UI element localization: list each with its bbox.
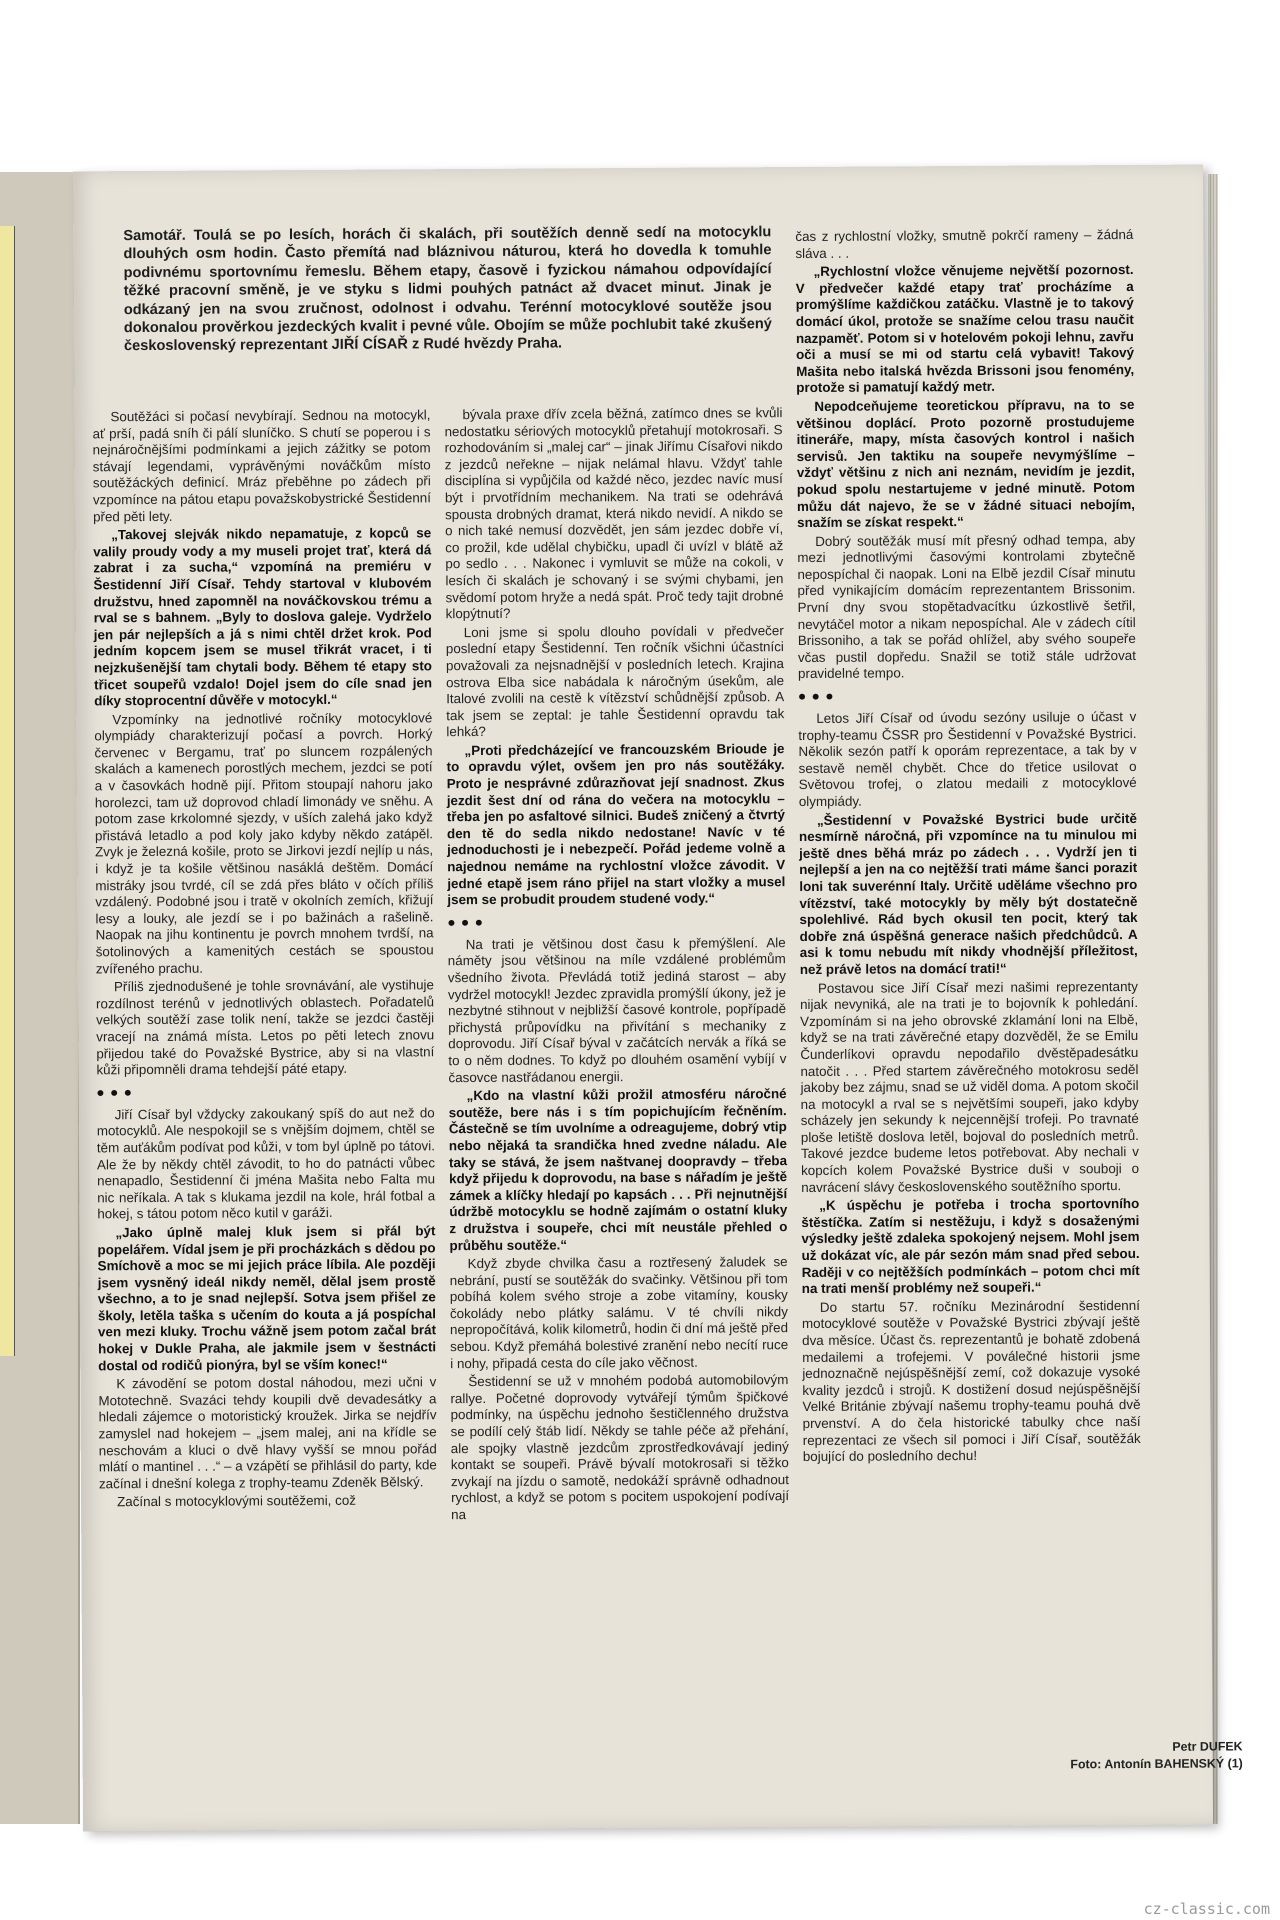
article-credits bbox=[903, 1738, 1243, 1774]
article-paragraph: „Rychlostní vložce věnujeme největší pozornost. V předvečer každé etapy trať procházíme a promýšlíme každičkou zatáčku. Vlastně je to takový domácí úkol, protože se snažíme celou trasu naučit nazpaměť. Potom si v hotelovém pokoji lehnu, zavřu oči a musí se mi od startu celá vybavit! Takový Mašita nebo italská hvězda Brissoni jsou fenomény, protože si pamatují každý metr. bbox=[795, 262, 1135, 396]
section-divider: ••• bbox=[798, 683, 840, 710]
article-paragraph: Dobrý soutěžák musí mít přesný odhad tempa, aby mezi jednotlivými časovými kontrolami zbytečně nepospíchal či naopak. Loni na Elbě jezdil Císař minutu před vynikajícím domácím reprezentantem Brissonim. První dny svou stopětadvacítku úzkostlivě šetřil, nevytáčel motor a nikam nepospíchal. Ale v zádech cítil Brissoniho, a tak se pořád ohlížel, aby svého soupeře včas pustil dopředu. Snažil se totiž stále udržovat pravidelné tempo. bbox=[797, 531, 1136, 682]
article-paragraph: Na trati je většinou dost času k přemýšlení. Ale náměty jsou většinou na míle vzdálené problémům všedního života. Převládá totiž jediná starost – aby vydržel motocykl! Jezdec zpravidla promýšlí úkony, jež je nezbytné stihnout v nejbližší časové kontrole, popřípadě přichystá průpovídku na přivítání s mechaniky z doprovodu. Jiří Císař býval v začátcích nervák a říká se to o něm dodnes. To když po dlouhém osamění vybíjí v časovce nastřádanou energii. bbox=[447, 934, 787, 1085]
article-paragraph: „Šestidenní v Považské Bystrici bude určitě nesmírně náročná, při vzpomínce na tu minulou mi ještě dnes běhá mráz po zádech . . . Vydrží jen ti nejlepší a jen na co nejtěžší trati máme šanci porazit loni tak suverénní Italy. Určitě uděláme všechno pro vítězství, také motocykly by měly být dostatečně spolehlivé. Rád bych okusil ten pocit, který tak dobře zná úspěšná generace našich předchůdců. A asi k tomu nebudu mít nikdy vhodnější příležitost, než právě letos na domácí trati!“ bbox=[798, 810, 1138, 977]
article-paragraph: „Kdo na vlastní kůži prožil atmosféru náročné soutěže, bere nás i s tím popichujícím řečněním. Částečně se tím uvolníme a odreagujeme, dobrý vtip nebo nějaká ta srandička hned zvedne náladu. Ale taky se stává, že jsem naštvanej doopravdy – třeba když přijedu k doprovodu, na base s nářadím je ještě zámek a klíčky hledají po kapsách . . . Při nejnutnější údržbě motocyklu se hodně zajímám o ostatní kluky z družstva i soupeře, chci mít neustále přehled o průběhu soutěže.“ bbox=[448, 1086, 788, 1253]
article-paragraph: Soutěžáci si počasí nevybírají. Sednou na motocykl, ať prší, padá sníh či pálí sluníčko. S chutí se poperou i s nejnáročnějšími podmínkami a jejich zážitky se potom stávají legendami, vyprávěnými nováčkům místo soutěžáckých definicí. Mráz přeběhne po zádech při vzpomínce na pátou etapu považskobystrické Šestidenní před pěti lety. bbox=[92, 407, 431, 524]
article-paragraph: Do startu 57. ročníku Mezinárodní šestidenní motocyklové soutěže v Považské Bystrici zbývají ještě dva měsíce. Účast čs. reprezentantů je bohatě zdobená medailemi a trofejemi. V poválečné historii jsme jednoznačně nejúspěšnější zemí, což dokazuje vysoké kvality jezdců i strojů. K dostižení dosud nejúspěšnější Velké Británie zbývají našemu trophy-teamu pouhá dvě prvenství. A do čela historické tabulky chce naší reprezentaci ze všech sil pomoci i Jiří Císař, soutěžák bojující do posledního dechu! bbox=[801, 1297, 1141, 1465]
article-paragraph: „K úspěchu je potřeba i trocha sportovního štěstíčka. Zatím si nestěžuju, i když s dosaženými výsledky ještě zdaleka spokojený nejsem. Mohl jsem už dokázat víc, ale pár sezón mám snad před sebou. Raději v co nejtěžších podmínkách – potom chci mít na trati menší problémy než soupeři.“ bbox=[801, 1196, 1140, 1297]
previous-page-strip bbox=[0, 226, 15, 1356]
article-paragraph: Vzpomínky na jednotlivé ročníky motocyklové olympiády charakterizují počasí a povrch. Horký červenec v Bergamu, trať po sluncem rozpálených skalách a kamenech porostlých mechem, jezdci se potí a v časovkách hodně pijí. Přitom stoupají nahoru jako horolezci, tam už doprovod chladí limonády ve sněhu. A potom zase krkolomné sjezdy, v uších zalehá jako když přistává letadlo a pod koly jako kdyby někdo zatápěl. Zvyk je železná košile, proto se Jirkovi jezdí nejlíp u nás, i když je ta košile většinou nasáklá deštěm. Domácí mistráky jsou tvrdé, cíl se zdá přes bláto v očích příliš vzdálený. Podobné jsou i tratě v okolních zemích, křižují lesy a louky, ale jezdí se i po bažinách a rašelině. Naopak na jihu kontinentu je povrch mnohem tvrdší, na šotolinových a kamenitých cestách se spoustou zvířeného prachu. bbox=[94, 709, 434, 976]
article-paragraph: Začínal s motocyklovými soutěžemi, což bbox=[117, 1493, 356, 1510]
article-column-2 bbox=[444, 405, 789, 1526]
section-divider: ••• bbox=[447, 909, 489, 936]
article-paragraph: čas z rychlostní vložky, smutně pokrčí rameny – žádná sláva . . . bbox=[795, 226, 1134, 261]
article-paragraph: „Proti předcházející ve francouzském Brioude je to opravdu výlet, ovšem jen pro nás soutěžáky. Proto je nesprávné zdůrazňovat její snadnost. Zkus jezdit šest dní od rána do večera na motocyklu – třeba jen po asfaltové silnici. Budeš zničený a čtvrtý den tě do sedla nikdo nedostane! Navíc v té jednoduchosti je i nebezpečí. Pořád jedeme volně a najednou nemáme na rychlostní vložce závodit. V jedné etapě jsem ráno přijel na start vložky a musel jsem se probudit proudem studené vody.“ bbox=[446, 741, 786, 908]
article-paragraph: Loni jsme si spolu dlouho povídali v předvečer poslední etapy Šestidenní. Ten ročník všichni účastníci považovali za nejsnadnější v posledních letech. Krajina ostrova Elba sice nabádala k náročným úsekům, ale Italové zvolili na cestě k vítězství schůdnější způsob. A tak jsem se zeptal: je tahle Šestidenní opravdu tak lehká? bbox=[445, 622, 785, 740]
article-column-3 bbox=[795, 227, 1141, 1468]
author-byline: Petr DUFEK bbox=[1172, 1739, 1243, 1754]
photo-credit: Foto: Antonín BAHENSKÝ (1) bbox=[1070, 1756, 1243, 1772]
article-paragraph: Když zbyde chvilka času a roztřesený žaludek se nebrání, pustí se soutěžák do svačinky. Většinou při tom pobíhá kolem svého stroje a zobe vitamíny, kousky čokolády nebo plátky salámu. V té chvíli nikdy nepropočítává, kolik kilometrů, hodin či dní má ještě před sebou. Když přemáhá bolestivé zranění nebo necítí ruce i nohy, připadá cesta do cíle jako věčnost. bbox=[449, 1254, 789, 1371]
article-column-1 bbox=[92, 407, 437, 1513]
article-paragraph: Nepodceňujeme teoretickou přípravu, na to se většinou doplácí. Proto pozorně prostudujeme itineráře, mapy, místa časových kontrol i našich servisů. Jen taktiku na soupeře nevymýšlíme – vždyť většinu z nich ani neznám, nevidím je jezdit, pokud spolu nestartujeme v jedné minutě. Potom můžu dát najevo, že se v žádné situaci nebojím, snažím se získat respekt.“ bbox=[796, 396, 1136, 531]
article-intro: Samotář. Toulá se po lesích, horách či skalách, při soutěžích denně sedí na motocyklu dlouhých osm hodin. Často přemítá nad bláznivou náturou, která ho dovedla k tomuhle podivnému sportovnímu řemeslu. Během etapy, časově i fyzickou námahou odpovídající těžké pracovní směně, je ve styku s lidmi pouhých patnáct až dvacet minut. Jinak je odkázaný jen na svou zručnost, odolnost i odvahu. Terénní motocyklové soutěže jsou dokonalou prověrkou jezdeckých kvalit i pevné vůle. Obojím se může pochlubit také zkušený československý reprezentant JIŘÍ CÍSAŘ z Rudé hvězdy Praha. bbox=[123, 224, 772, 355]
section-divider: ••• bbox=[96, 1079, 138, 1106]
article-paragraph: Příliš zjednodušené je tohle srovnávání, ale vystihuje rozdílnost terénů v jednotlivých oblastech. Pořadatelů velkých soutěží zase tolik není, takže se jezdci častěji vracejí na známá místa. Letos po pěti letech znovu přijedou také do Považské Bystrice, aby si na vlastní kůži připomněli drama tehdejší páté etapy. bbox=[95, 977, 435, 1078]
site-watermark: cz-classic.com bbox=[1143, 1900, 1270, 1918]
article-paragraph: K závodění se potom dostal náhodou, mezi učni v Mototechně. Svazáci tehdy koupili dvě devadesátky a hledali zájemce o motoristický kroužek. Jirka se nejdřív zamyslel nad hokejem – „jsem malej, ani na křídle se neschovám a kluci o dvě hlavy vyšší se mnou pořád mlátí o mantinel . . .“ – a vzápětí se přihlásil do party, kde začínal i dnešní kolega z trophy-teamu Zdeněk Bělský. bbox=[98, 1374, 437, 1492]
article-paragraph: Jiří Císař byl vždycky zakoukaný spíš do aut než do motocyklů. Ale nespokojil se s vnějším dojmem, chtěl se těm auťákům podívat pod kůži, v tom byl úplně po tátovi. Ale že by někdy chtěl závodit, to ho do patnácti vůbec nenapadlo, Šestidenní či jména Mašita nebo Falta mu nic neříkala. A tak s klukama jezdil na kole, hrál fotbal a hokej, s tátou potom něco kutil v garáži. bbox=[96, 1105, 436, 1222]
article-paragraph: Šestidenní se už v mnohém podobá automobilovým rallye. Početné doprovody vytvářejí týmům špičkové podmínky, na úspěchu jednoho šestičlenného družstva se podílí celý štáb lidí. Někdy se tahle péče až přehání, ale spojky vlastně jezdcům zprostředkovávají jediný kontakt se soupeři. Právě bývalí motokrosaři si těžko zvykají na jízdu o samotě, nedokáží správně odhadnout rychlost, a když se potom s pocitem uspokojení podívají na bbox=[450, 1372, 790, 1523]
article-paragraph: „Jako úplně malej kluk jsem si přál být popelářem. Vídal jsem je při procházkách s dědou po Smíchově a moc se mi jejich práce líbila. Ale později jsem vysněný ideál nikdy neměl, dělal jsem prostě všechno, a to je snad nejlepší. Sotva jsem přišel ze školy, letěla taška s učením do kouta a já pospíchal ven mezi kluky. Trochu vážně jsem potom začal brát hokej v Dukle Praha, ale jakmile jsem v šestnácti dostal od rodičů pionýra, byl se vším konec!“ bbox=[97, 1223, 437, 1373]
article-paragraph: Postavou sice Jiří Císař mezi našimi reprezentanty nijak nevyniká, ale na trati je to bojovník k pohledání. Vzpomínám si na jeho obrovské zklamání loni na Elbě, když se na trati závěrečné etapy dozvěděl, že se Emilu Čunderlíkovi opravdu nepodařilo dvěstěpadesátku natočit . . . Před startem závěrečného motokrosu seděl jakoby bez zájmu, snad se už viděl doma. A potom skočil na motocykl a rval se s největšími soupeři, jako kdyby scházely jen sekundy k nejcennější trofeji. Po travnaté ploše letiště doslova letěl, bojoval do posledních metrů. Takové jezdce budeme letos potřebovat. Aby nechali v kopcích kolem Považské Bystrice duši v souboji o navrácení slávy československého soutěžního sportu. bbox=[799, 978, 1140, 1195]
magazine-page bbox=[73, 165, 1243, 1832]
article-paragraph: Letos Jiří Císař od úvodu sezóny usiluje o účast v trophy-teamu ČSSR pro Šestidenní v Považské Bystrici. Několik sezón patří k oporám reprezentace, a tak by v sestavě neměl chybět. Chce do třetice usilovat o Světovou trofej, o zlatou medaili z motocyklové olympiády. bbox=[798, 709, 1137, 810]
article-paragraph: „Takovej slejvák nikdo nepamatuje, z kopců se valily proudy vody a my museli projet trať, která dá zabrat i za sucha,“ vzpomíná na premiéru v Šestidenní Jiří Císař. Tehdy startoval v klubovém družstvu, hned zapomněl na nováčkovskou trému a rval se s bahnem. „Byly to doslova galeje. Vydrželo jen pár nejlepších a já s nimi chtěl držet krok. Pod jedním kopcem jsem se musel třikrát vracet, i ti nejzkušenější tam chytali body. Během té etapy sto třicet soupeřů vzdalo! Dojel jsem do cíle snad jen díky stoprocentní důvěře v motocykl.“ bbox=[93, 525, 433, 709]
article-paragraph: bývala praxe dřív zcela běžná, zatímco dnes se kvůli nedostatku sériových motocyklů přetahují motokrosaři. S rozhodováním si „malej car“ – jinak Jiřímu Císařovi nikdo z jezdců neřekne – nijak nelámal hlavu. Vždyť tahle disciplína si vypůjčila od každé něco, jezdec navíc musí být i prvotřídním mechanikem. Na trati se odehrává spousta drobných dramat, která nikdo nevidí. A nikdo se o nich také nemusí dozvědět, jen sám jezdec dobře ví, co prožil, kde udělal chybičku, upadl či uvízl v blátě až po sedlo . . . Nakonec i vymluvit se může na cokoli, v lesích či skalách je schovaný i se svými chybami, jen svědomí potom hryže a nedá spát. Proč tedy tajit drobné klopýtnutí? bbox=[444, 405, 784, 622]
